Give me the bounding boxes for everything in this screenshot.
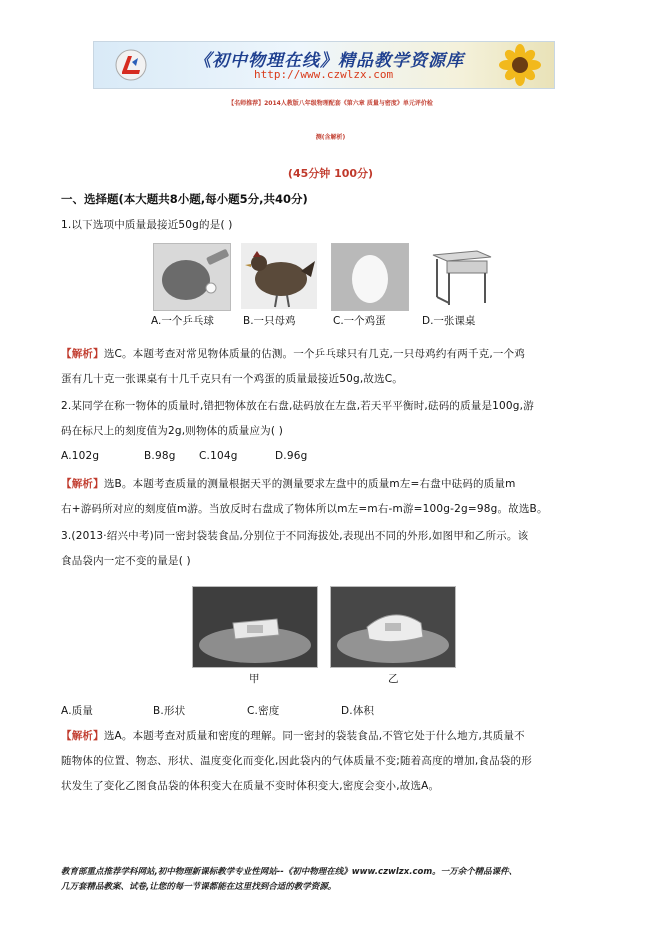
section-heading: 一、选择题(本大题共8小题,每小题5分,共40分) bbox=[61, 192, 308, 206]
question-3-option-c: C.密度 bbox=[247, 705, 280, 717]
question-2-analysis-line-2: 右+游码所对应的刻度值m游。当放反时右盘成了物体所以m左=m右-m游=100g-2g=98g。故选B。 bbox=[61, 503, 548, 515]
hen-image bbox=[241, 243, 317, 309]
option-caption-a: A.一个乒乓球 bbox=[151, 315, 214, 327]
option-caption-b: B.一只母鸡 bbox=[243, 315, 296, 327]
question-3-analysis-line-1 bbox=[61, 728, 525, 743]
footer-line-2: 几万套精品教案、试卷,让您的每一节课都能在这里找到合适的教学资源。 bbox=[61, 882, 337, 892]
question-2-option-a: A.102g bbox=[61, 450, 100, 462]
question-2-stem-line-2: 码在标尺上的刻度值为2g,则物体的质量应为( ) bbox=[61, 425, 284, 437]
banner-url: http://www.czwlzx.com bbox=[254, 68, 394, 81]
option-caption-c: C.一个鸡蛋 bbox=[333, 315, 386, 327]
footer-line-1: 教育部重点推荐学科网站,初中物理新课标教学专业性网站--《初中物理在线》www.czwlzx.com。一万余个精品课件、 bbox=[61, 867, 518, 877]
sunflower-icon bbox=[490, 44, 550, 86]
question-3-analysis-line-3: 状发生了变化乙图食品袋的体积变大在质量不变时体积变大,密度会变小,故选A。 bbox=[61, 780, 440, 792]
analysis-text: 选B。本题考查质量的测量根据天平的测量要求左盘中的质量m左=右盘中砝码的质量m bbox=[103, 478, 516, 490]
question-3-option-d: D.体积 bbox=[341, 705, 375, 717]
banner-title: 《初中物理在线》精品教学资源库 bbox=[194, 51, 464, 71]
food-bag-photo-jia bbox=[192, 586, 318, 668]
option-caption-d: D.一张课桌 bbox=[422, 315, 476, 327]
question-3-option-a: A.质量 bbox=[61, 705, 94, 717]
document-title-line-2: 测(含解析) bbox=[315, 134, 346, 141]
question-2-option-c: C.104g bbox=[199, 450, 238, 462]
ping-pong-paddle-image bbox=[153, 243, 231, 311]
question-3-stem-line-2: 食品袋内一定不变的量是( ) bbox=[61, 555, 191, 567]
question-2-analysis-line-1 bbox=[61, 476, 516, 491]
question-3-option-b: B.形状 bbox=[153, 705, 186, 717]
question-2-option-b: B.98g bbox=[144, 450, 176, 462]
egg-image bbox=[331, 243, 409, 311]
question-1-stem: 1.以下选项中质量最接近50g的是( ) bbox=[61, 219, 233, 231]
question-3-analysis-line-2: 随物体的位置、物态、形状、温度变化而变化,因此袋内的气体质量不变;随着高度的增加,食品袋的形 bbox=[61, 755, 532, 767]
analysis-tag: 【解析】 bbox=[61, 348, 104, 360]
school-desk-image bbox=[421, 243, 497, 309]
food-bag-photo-yi bbox=[330, 586, 456, 668]
time-and-score: (45分钟 100分) bbox=[287, 167, 374, 180]
photo-label-jia: 甲 bbox=[249, 673, 260, 685]
question-1-analysis-line-2: 蛋有几十克一张课桌有十几千克只有一个鸡蛋的质量最接近50g,故选C。 bbox=[61, 373, 403, 385]
site-logo-icon bbox=[114, 48, 148, 82]
question-1-analysis-line-1 bbox=[61, 346, 525, 361]
question-2-stem-line-1: 2.某同学在称一物体的质量时,错把物体放在右盘,砝码放在左盘,若天平平衡时,砝码的质量是100g,游 bbox=[61, 400, 534, 412]
analysis-tag: 【解析】 bbox=[61, 730, 104, 742]
analysis-tag: 【解析】 bbox=[61, 478, 104, 490]
document-title-line-1: 【名师推荐】2014人教版八年级物理配套《第六章 质量与密度》单元评价检 bbox=[228, 100, 433, 107]
photo-label-yi: 乙 bbox=[388, 673, 399, 685]
site-banner bbox=[93, 41, 555, 89]
question-3-stem-line-1: 3.(2013·绍兴中考)同一密封袋装食品,分别位于不同海拔处,表现出不同的外形,如图甲和乙所示。该 bbox=[61, 530, 529, 542]
analysis-text: 选A。本题考查对质量和密度的理解。同一密封的袋装食品,不管它处于什么地方,其质量不 bbox=[103, 730, 525, 742]
analysis-text: 选C。本题考查对常见物体质量的估测。一个乒乓球只有几克,一只母鸡约有两千克,一个鸡 bbox=[103, 348, 526, 360]
question-2-option-d: D.96g bbox=[275, 450, 308, 462]
